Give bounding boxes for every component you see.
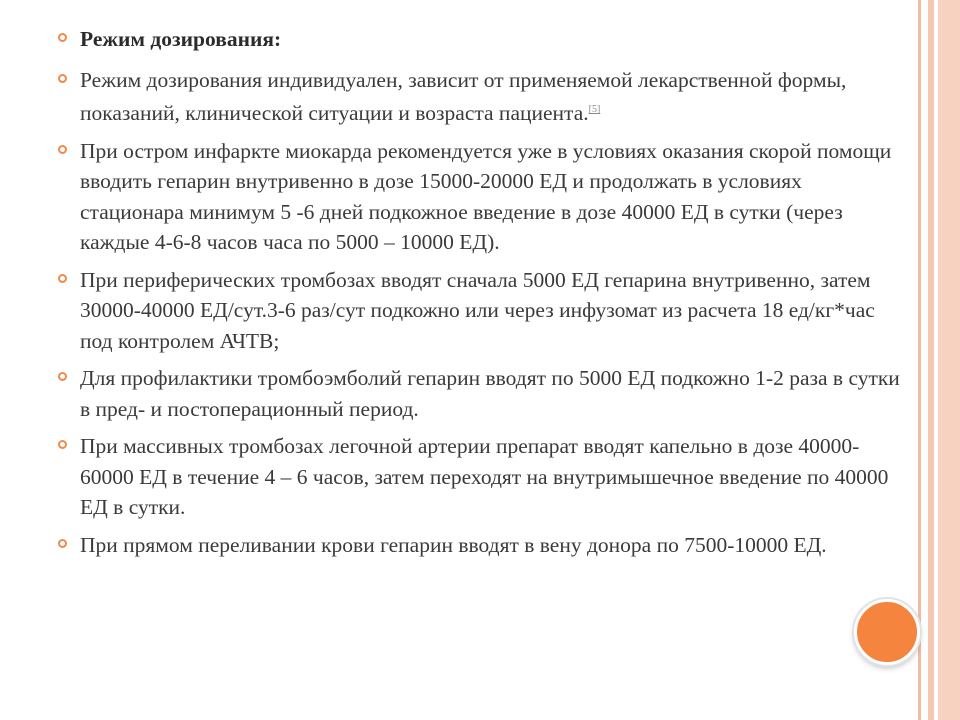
list-item (58, 265, 904, 357)
bullet-icon (58, 372, 67, 381)
slide-heading (58, 24, 904, 55)
paragraph-text: При массивных тромбозах легочной артерии препарат вводят капельно в дозе 40000-60000 ЕД в течение 4 – 6 часов, затем переходят на внутримышечное введение по 40000 ЕД в сутки. (80, 434, 889, 520)
bullet-icon (58, 539, 67, 548)
list-item (58, 65, 904, 129)
decor-circle-icon (854, 599, 920, 665)
bullet-icon (58, 74, 67, 83)
bullet-icon (58, 440, 67, 449)
list-item (58, 136, 904, 258)
heading-text: Режим дозирования: (80, 27, 282, 51)
list-item (58, 431, 904, 523)
paragraph-text: При прямом переливании крови гепарин вводят в вену донора по 7500-10000 ЕД. (80, 532, 827, 557)
bullet-icon (58, 274, 67, 283)
bullet-icon (58, 33, 67, 42)
decor-stripe (938, 0, 960, 720)
paragraph-text: Для профилактики тромбоэмболий гепарин вводят по 5000 ЕД подкожно 1-2 раза в сутки в пред- и постоперационный период. (80, 366, 900, 421)
paragraph-text: При периферических тромбозах вводят сначала 5000 ЕД гепарина внутривенно, затем 30000-40000 ЕД/сут.3-6 раз/сут подкожно или через инфузомат из расчета 18 ед/кг*час под контролем АЧТВ; (80, 267, 875, 353)
decor-stripe (921, 0, 928, 720)
paragraph-text: При остром инфаркте миокарда рекомендуется уже в условиях оказания скорой помощи вводить гепарин внутривенно в дозе 15000-20000 ЕД и продолжать в условиях стационара минимум 5 -6 дней подкожное введение в дозе 40000 ЕД в сутки (через каждые 4-6-8 часов часа по 5000 – 10000 ЕД). (80, 138, 892, 255)
reference-link[interactable]: [5] (588, 104, 601, 115)
bullet-icon (58, 145, 67, 154)
list-item (58, 363, 904, 424)
paragraph-text: Режим дозирования индивидуален, зависит от применяемой лекарственной формы, показаний, клинической ситуации и возраста пациента. (80, 67, 847, 126)
list-item (58, 530, 904, 561)
slide-content (58, 24, 904, 567)
